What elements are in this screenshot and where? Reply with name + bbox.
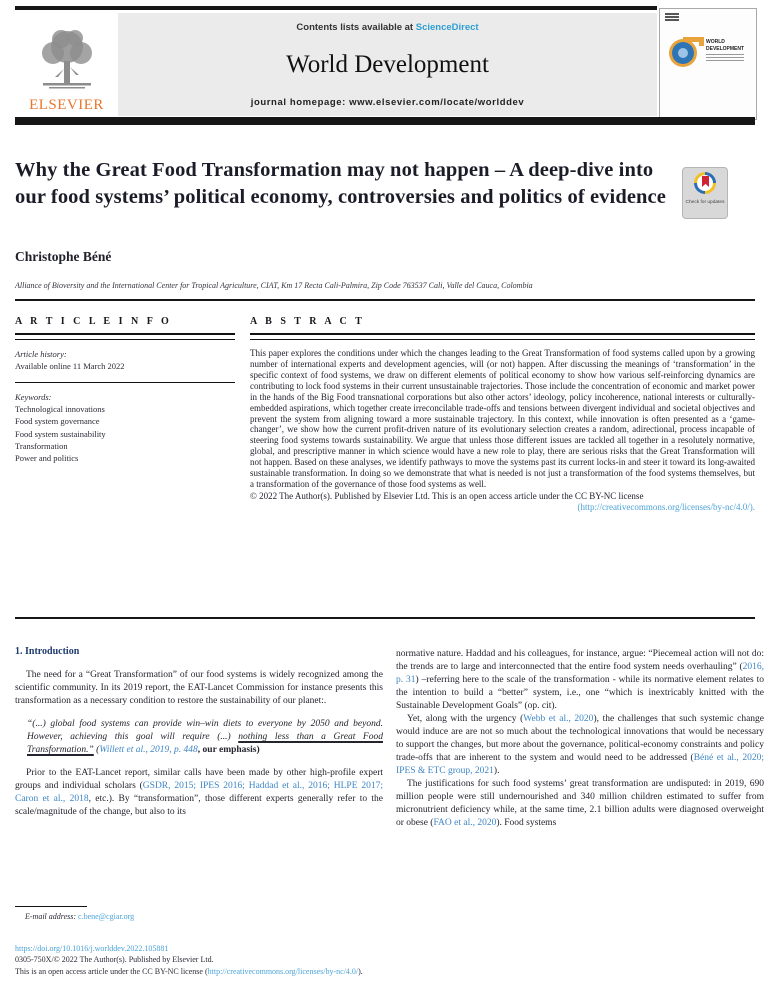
elsevier-tree-icon: [31, 25, 103, 99]
journal-title: World Development: [286, 51, 489, 78]
keywords-divider: [15, 382, 235, 383]
page-footer: [15, 943, 755, 977]
text-run: ). Food systems: [496, 818, 557, 828]
article-info-heading: A R T I C L E I N F O: [15, 316, 172, 327]
check-updates-label: Check for updates: [685, 200, 725, 205]
intro-paragraph-2: [15, 767, 383, 819]
article-history-value: Available online 11 March 2022: [15, 361, 125, 372]
quote-text: “(...) global food systems can provide win–win diets to everyone by 2050 and beyond. However, achieving this goal will require (...): [27, 719, 383, 742]
article-info-rule: [15, 333, 235, 340]
footnote-rule: [15, 906, 87, 907]
article-info-column: [15, 312, 235, 512]
journal-cover-thumbnail[interactable]: [659, 8, 757, 120]
body-left-column: [15, 638, 383, 830]
license-line: [15, 966, 755, 977]
quote-text: (: [93, 745, 100, 755]
sciencedirect-link[interactable]: ScienceDirect: [415, 22, 479, 33]
article-body: [15, 638, 765, 830]
abstract-column: [250, 312, 755, 512]
citation-fao-2020[interactable]: FAO et al., 2020: [433, 818, 497, 828]
text-run: ).: [493, 766, 500, 776]
author-affiliation: Alliance of Bioversity and the International Center for Tropical Agriculture, CIAT, Km 17 Recta Cali-Palmira, Zip Code 763537 Cali, Valle del Cauca, Colombia: [15, 281, 533, 290]
footer-cc-license-link[interactable]: http://creativecommons.org/licenses/by-nc/4.0/: [207, 966, 359, 976]
contents-line: [122, 22, 653, 33]
contents-prefix: Contents lists available at: [296, 22, 416, 33]
cc-license-link[interactable]: (http://creativecommons.org/licenses/by-nc/4.0/).: [577, 502, 755, 513]
text-run: , etc.). By “transformation”, those different experts generally refer to the scale/magnitude of the change, but also to its: [15, 794, 383, 817]
keyword-item: Transformation: [15, 440, 68, 451]
text-run: ) –referring here to the scale of the transformation - while its normative element relates to the intention to build a “better” system, i.e., one “which is inextricably knitted with the Sustainable Development Goals” (op. cit).: [396, 675, 764, 711]
elsevier-wordmark: ELSEVIER: [29, 97, 104, 113]
check-for-updates-badge[interactable]: [682, 167, 728, 219]
abstract-license-link: [250, 502, 755, 512]
body-paragraph-5: [396, 778, 764, 830]
section-heading-introduction: 1. Introduction: [15, 646, 80, 657]
keyword-item: Food system governance: [15, 416, 100, 427]
journal-homepage-link[interactable]: journal homepage: www.elsevier.com/locate/worlddev: [250, 97, 525, 108]
quote-text: , our emphasis): [197, 745, 260, 755]
crossmark-icon: [694, 172, 716, 194]
citation-expert-groups[interactable]: GSDR, 2015; IPES 2016; Haddad et al., 2016; HLPE 2017; Caron et al., 2018: [15, 781, 383, 804]
article-history-label: Article history:: [15, 349, 67, 359]
abstract-bottom-rule: [15, 617, 755, 619]
text-run: Yet, along with the urgency (: [407, 714, 524, 724]
doi-link[interactable]: https://doi.org/10.1016/j.worlddev.2022.105881: [15, 944, 169, 953]
cover-text-lines: [706, 54, 756, 61]
abstract-text: This paper explores the conditions under which the changes leading to the Great Transformation of food systems called upon by a growing number of international experts and development agencies, will (or not) happen. After discussing the meanings of ‘transformation’ in the specific context of food systems, we draw on different elements of political economy to show how various self-reinforcing dynamics are contributing to lock food systems in their current unsustainable trajectories. Those include the concentration of economic and market power in the hands of the Big Food transnational corporations but also other actors’ ideology, policy incoherence, national interests or culturally-embedded aspirations, which together create irreconcilable trade-offs and tensions between divergent individual and societal objectives and prevent the system from aligning toward a more sustainable trajectory. In this context, while innovation is often presented as a ‘game-changer’, we show how the current profit-driven nature of its evolutionary selection creates a random, adirectional, process incapable of steering food systems towards sustainability. We argue that unless those different issues are tackled all together in a resolutely normative, global, and prescriptive manner in which science would have a new role to play, there are serious risks that the Great Transformation will not happen. Based on these analyses, we identify pathways to move the systems past its current locks-in and steer it toward its long-awaited sustainable transformation. In doing so we demonstrate that what is needed is not just a transformation of the food systems themselves, but a transformation of the governance of those food systems as well.: [250, 348, 755, 490]
header-top-rule: [15, 6, 657, 10]
intro-paragraph-1: The need for a “Great Transformation” of our food systems is widely recognized among the scientific community. In its 2019 report, the EAT-Lancet Commission for instance presents this transformation as a necessary condition to restore the sustainability of our planet:.: [15, 670, 383, 706]
abstract-rule: [250, 333, 755, 340]
cover-mini-mark: [665, 13, 679, 22]
license-suffix: ).: [358, 966, 363, 976]
text-run: Prior to the EAT-Lancet report, similar calls have been made by other high-profile expert groups and individual scholars (: [15, 768, 383, 791]
author-footnote: [15, 906, 383, 921]
email-label: E-mail address:: [25, 912, 79, 921]
body-paragraph-4: [396, 713, 764, 778]
author-name: Christophe Béné: [15, 249, 112, 264]
citation-willett-2019[interactable]: Willett et al., 2019, p. 448: [99, 745, 198, 755]
world-development-spiral-icon: [666, 31, 706, 71]
citation-haddad-2016[interactable]: 2016, p. 31: [396, 662, 764, 685]
text-run: normative nature. Haddad and his colleagues, for instance, argue: “Piecemeal action will not do: the trends are to large and interconnected that the entire food system needs overhauling” (: [396, 649, 764, 672]
elsevier-logo: [15, 13, 118, 116]
abstract-heading: A B S T R A C T: [250, 316, 365, 327]
header-bottom-rule: [15, 117, 755, 125]
author-email-link[interactable]: c.bene@cgiar.org: [78, 912, 135, 921]
keyword-item: Technological innovations: [15, 403, 105, 414]
citation-bene-2020[interactable]: Béné et al., 2020; IPES & ETC group, 2021: [396, 753, 765, 776]
article-title: Why the Great Food Transformation may not happen – A deep-dive into our food systems’ political economy, controversies and politics of evidence: [15, 159, 666, 209]
text-run: The justifications for such food systems’ great transformation are undisputed: in 2019, 690 million people were still undernourished and 340 million children estimated to suffer from micronutrient deficiency while, at the same time, 2.1 billion adults were diagnosed overweight or obese (: [396, 779, 764, 828]
email-footnote: [15, 912, 383, 921]
keywords-label: Keywords:: [15, 391, 52, 402]
citation-webb-2020[interactable]: Webb et al., 2020: [523, 714, 594, 724]
body-right-column: [396, 638, 764, 830]
keyword-item: Food system sustainability: [15, 428, 106, 439]
keyword-item: Power and politics: [15, 453, 79, 464]
abstract-copyright: © 2022 The Author(s). Published by Elsevier Ltd. This is an open access article under the CC BY-NC license: [250, 490, 644, 501]
journal-header: [15, 13, 657, 116]
eat-lancet-quote: [27, 718, 383, 757]
cover-journal-title: WORLD DEVELOPMENT: [706, 39, 756, 61]
quote-underlined-text: nothing less than a Great Food Transformation.”: [27, 732, 383, 755]
journal-banner: [118, 13, 657, 116]
title-section-rule: [15, 299, 755, 301]
body-paragraph-3: [396, 648, 764, 713]
info-abstract-section: [15, 312, 755, 512]
license-prefix: This is an open access article under the CC BY-NC license (: [15, 966, 208, 976]
text-run: ), the challenges that such systemic change would induce are are not so much about the technological innovations that would be necessary to support the changes, but more about the governance, political-economy constraints and policy trade-offs that are inherent to the system and would need to be addressed (: [396, 714, 765, 763]
issn-copyright-line: 0305-750X/© 2022 The Author(s). Published by Elsevier Ltd.: [15, 955, 214, 965]
